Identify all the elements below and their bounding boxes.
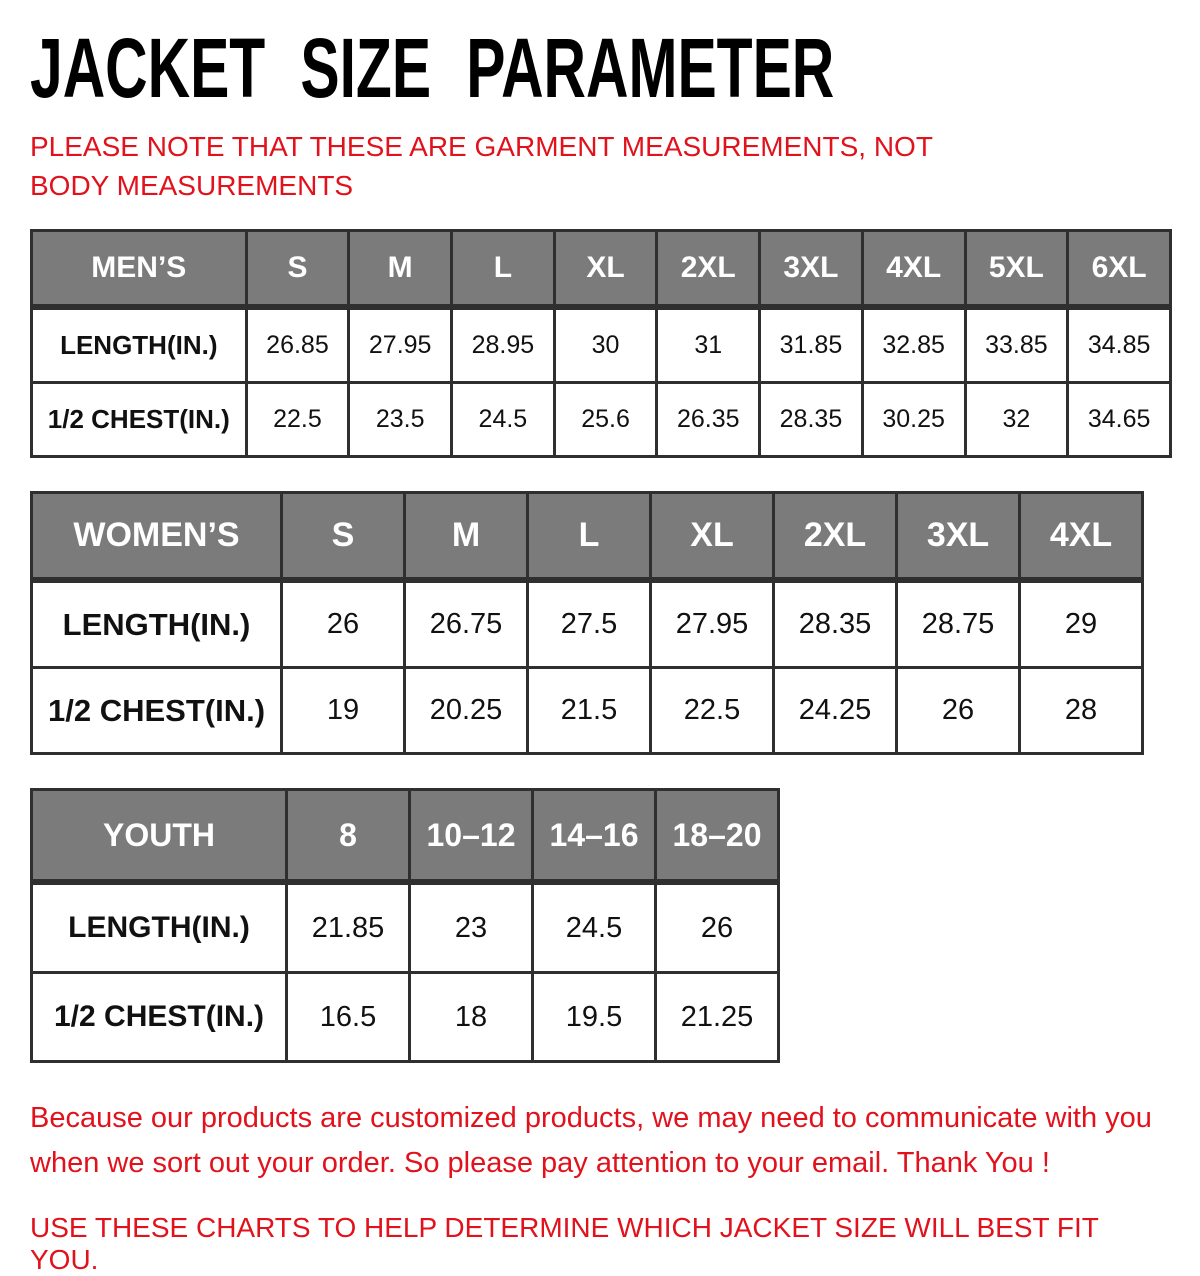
- value-cell: 26: [282, 580, 405, 668]
- table-row: [32, 668, 1143, 754]
- size-header-cell: L: [528, 493, 651, 581]
- row-label-cell: 1/2 CHEST(IN.): [32, 668, 282, 754]
- mens-size-table: [30, 229, 1172, 458]
- value-cell: 31.85: [760, 307, 863, 383]
- row-label-cell: LENGTH(IN.): [32, 307, 247, 383]
- value-cell: 29: [1020, 580, 1143, 668]
- value-cell: 34.85: [1068, 307, 1171, 383]
- value-cell: 28.35: [760, 383, 863, 457]
- value-cell: 23.5: [349, 383, 452, 457]
- value-cell: 18: [410, 973, 533, 1062]
- value-cell: 26.85: [246, 307, 349, 383]
- size-header-cell: L: [452, 231, 555, 308]
- youth-table-title: YOUTH: [32, 790, 287, 883]
- value-cell: 24.5: [533, 882, 656, 973]
- page-title: JACKET SIZE PARAMETER: [30, 21, 835, 115]
- row-label-cell: LENGTH(IN.): [32, 882, 287, 973]
- customization-notice: Because our products are customized products, we may need to communicate with you when we sort out your order. So please pay attention to your email. Thank You !: [30, 1102, 1152, 1180]
- size-header-cell: 2XL: [774, 493, 897, 581]
- table-row: [32, 882, 779, 973]
- value-cell: 26.75: [405, 580, 528, 668]
- mens-table-title: MEN’S: [32, 231, 247, 308]
- size-header-cell: 5XL: [965, 231, 1068, 308]
- table-row: [32, 580, 1143, 668]
- value-cell: 32.85: [862, 307, 965, 383]
- garment-measurement-note: PLEASE NOTE THAT THESE ARE GARMENT MEASUREMENTS, NOT BODY MEASUREMENTS: [30, 131, 933, 201]
- size-header-cell: M: [405, 493, 528, 581]
- value-cell: 19.5: [533, 973, 656, 1062]
- value-cell: 22.5: [246, 383, 349, 457]
- size-header-cell: S: [246, 231, 349, 308]
- value-cell: 30: [554, 307, 657, 383]
- size-header-cell: M: [349, 231, 452, 308]
- table-row: [32, 973, 779, 1062]
- value-cell: 26.35: [657, 383, 760, 457]
- youth-size-table: [30, 788, 780, 1063]
- value-cell: 28.95: [452, 307, 555, 383]
- table-row: [32, 383, 1171, 457]
- womens-table-title: WOMEN’S: [32, 493, 282, 581]
- header-row: [32, 231, 1171, 308]
- value-cell: 27.95: [349, 307, 452, 383]
- size-header-cell: S: [282, 493, 405, 581]
- size-header-cell: 6XL: [1068, 231, 1171, 308]
- table-row: [32, 307, 1171, 383]
- value-cell: 22.5: [651, 668, 774, 754]
- size-tables-section: [30, 229, 1172, 1063]
- row-label-cell: LENGTH(IN.): [32, 580, 282, 668]
- value-cell: 25.6: [554, 383, 657, 457]
- value-cell: 26: [656, 882, 779, 973]
- value-cell: 21.5: [528, 668, 651, 754]
- value-cell: 24.5: [452, 383, 555, 457]
- value-cell: 27.5: [528, 580, 651, 668]
- row-label-cell: 1/2 CHEST(IN.): [32, 383, 247, 457]
- value-cell: 28.35: [774, 580, 897, 668]
- value-cell: 30.25: [862, 383, 965, 457]
- value-cell: 20.25: [405, 668, 528, 754]
- row-label-cell: 1/2 CHEST(IN.): [32, 973, 287, 1062]
- size-header-cell: 8: [287, 790, 410, 883]
- header-row: [32, 493, 1143, 581]
- value-cell: 16.5: [287, 973, 410, 1062]
- value-cell: 33.85: [965, 307, 1068, 383]
- size-header-cell: 14–16: [533, 790, 656, 883]
- value-cell: 28: [1020, 668, 1143, 754]
- value-cell: 21.25: [656, 973, 779, 1062]
- size-header-cell: 4XL: [862, 231, 965, 308]
- value-cell: 31: [657, 307, 760, 383]
- value-cell: 32: [965, 383, 1068, 457]
- value-cell: 19: [282, 668, 405, 754]
- value-cell: 28.75: [897, 580, 1020, 668]
- size-header-cell: XL: [651, 493, 774, 581]
- value-cell: 26: [897, 668, 1020, 754]
- size-header-cell: 3XL: [897, 493, 1020, 581]
- size-header-cell: 4XL: [1020, 493, 1143, 581]
- value-cell: 34.65: [1068, 383, 1171, 457]
- header-row: [32, 790, 779, 883]
- size-header-cell: 18–20: [656, 790, 779, 883]
- womens-size-table: [30, 491, 1144, 755]
- size-header-cell: XL: [554, 231, 657, 308]
- value-cell: 21.85: [287, 882, 410, 973]
- value-cell: 23: [410, 882, 533, 973]
- size-header-cell: 3XL: [760, 231, 863, 308]
- value-cell: 27.95: [651, 580, 774, 668]
- fit-guidance-text: USE THESE CHARTS TO HELP DETERMINE WHICH JACKET SIZE WILL BEST FIT YOU.: [30, 1212, 1099, 1276]
- value-cell: 24.25: [774, 668, 897, 754]
- size-header-cell: 10–12: [410, 790, 533, 883]
- size-header-cell: 2XL: [657, 231, 760, 308]
